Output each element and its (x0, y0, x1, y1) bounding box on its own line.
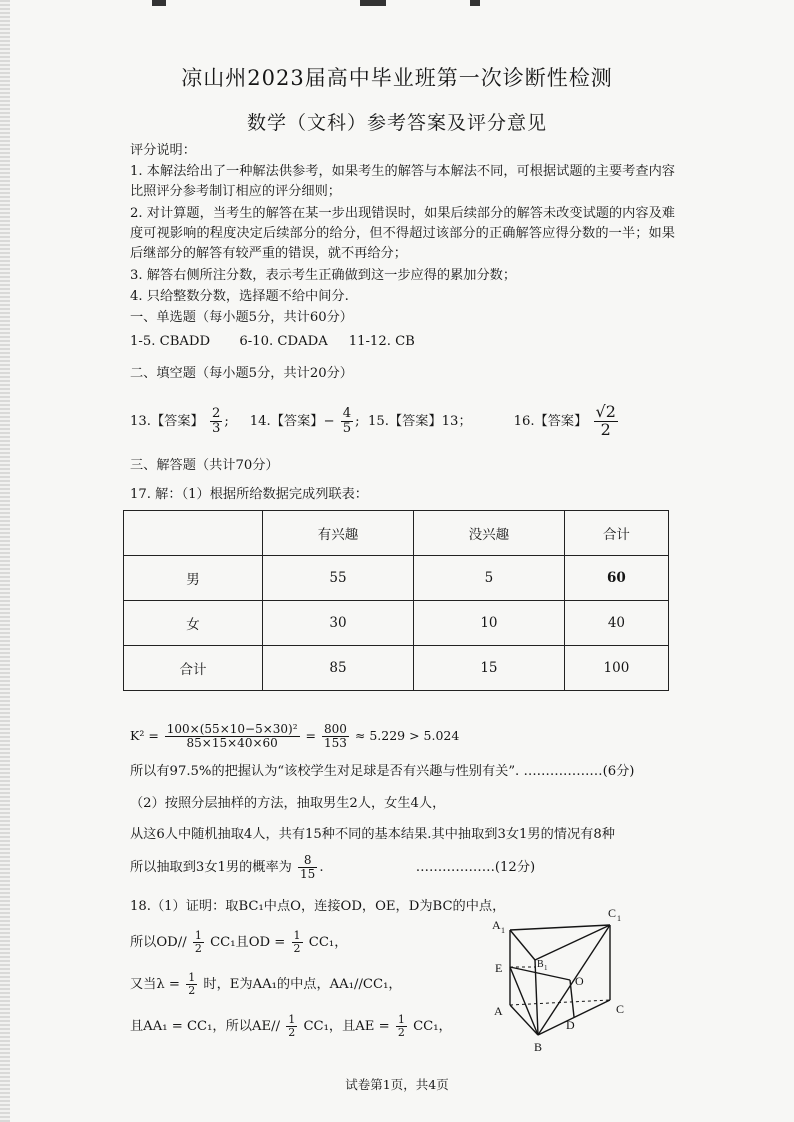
table-cell: 55 (263, 556, 414, 601)
table-cell: 40 (564, 601, 668, 646)
q18-line4: 且AA₁ = CC₁，所以AE// $\frac{1}{2}$ CC₁，且AE = $\frac{1}{2}$ CC₁， (130, 1013, 452, 1039)
table-cell: 5 (413, 556, 564, 601)
contingency-table (123, 510, 669, 691)
table-cell: 没兴趣 (413, 511, 564, 556)
section-1-heading: 一、单选题（每小题5分，共计60分） (130, 310, 353, 325)
label-o: O (575, 974, 584, 988)
fraction: $\frac{1}{2}$ (397, 1013, 405, 1039)
fraction: $\frac{800}{153}$ (323, 722, 347, 750)
fraction: $\frac{1}{2}$ (288, 1013, 296, 1039)
table-cell: 合计 (124, 646, 263, 691)
fraction: $\frac{4}{5}$ (342, 406, 352, 436)
svg-text:1: 1 (617, 914, 621, 923)
q17-probability: 所以抽取到3女1男的概率为 $\frac{8}{15}$ . ………………(12分) (130, 853, 536, 881)
section-2-answers: 13.【答案】 $\frac{2}{3}$ ; 14.【答案】− $\frac{4}{5}$ ; 15.【答案】13； 16.【答案】 $\frac{√2}{2}$ (130, 402, 616, 439)
grading-notes-heading: 评分说明： (130, 143, 196, 158)
edge-od (570, 980, 574, 1017)
table-cell: 30 (263, 601, 414, 646)
q17-part1: 17. 解：（1）根据所给数据完成列联表： (130, 487, 368, 502)
scan-mark (360, 0, 386, 6)
fraction: $\frac{1}{2}$ (188, 971, 196, 997)
fraction: $\frac{2}{3}$ (211, 406, 221, 436)
section-2-heading: 二、填空题（每小题5分，共计20分） (130, 366, 353, 381)
grading-note-2: 2. 对计算题，当考生的解答在某一步出现错误时，如果后续部分的解答未改变试题的内容及难度可视影响的程度决定后续部分的给分，但不得超过该部分的正确解答应得分数的一半；如果后继部分的解答有较严重的错误，就不再给分； (130, 206, 675, 261)
edge-ab (510, 1005, 538, 1035)
label-d: D (566, 1018, 575, 1032)
label-b1: B (537, 959, 544, 970)
table-row (124, 511, 669, 556)
table-cell: 85 (263, 646, 414, 691)
prism-diagram (470, 905, 650, 1055)
table-cell (124, 511, 263, 556)
fraction: $\frac{1}{2}$ (293, 929, 301, 955)
table-cell: 100 (564, 646, 668, 691)
table-cell: 15 (413, 646, 564, 691)
fraction: $\frac{8}{15}$ (300, 853, 316, 881)
label-c1: C (608, 906, 617, 920)
edge-a1b1 (510, 930, 535, 960)
q18-intro: 18.（1）证明：取BC₁中点O，连接OD，OE，D为BC的中点， (130, 899, 506, 914)
fraction: $\frac{1}{2}$ (194, 929, 202, 955)
scan-edge (0, 0, 10, 1122)
grading-note-1: 1. 本解法给出了一种解法供参考，如果考生的解答与本解法不同，可根据试题的主要考查内容比照评分参考制订相应的评分细则； (130, 164, 675, 199)
label-b: B (534, 1040, 543, 1054)
table-row (124, 646, 669, 691)
table-cell: 10 (413, 601, 564, 646)
scan-mark (152, 0, 166, 6)
q18-line2: 所以OD// $\frac{1}{2}$ CC₁且OD = $\frac{1}{2}$ CC₁， (130, 929, 348, 955)
table-cell: 有兴趣 (263, 511, 414, 556)
label-a1: A (492, 918, 501, 932)
q17-part2-detail: 从这6人中随机抽取4人，共有15种不同的基本结果.其中抽取到3女1男的情况有8种 (130, 827, 615, 842)
section-1-answers: 1-5. CBADD 6-10. CDADA 11-12. CB (130, 334, 415, 349)
grading-note-4: 4. 只给整数分数，选择题不给中间分. (130, 289, 349, 304)
page-footer: 试卷第1页，共4页 (345, 1077, 449, 1092)
edge-bb1 (535, 960, 538, 1035)
edge-eb (510, 967, 538, 1035)
section-3-heading: 三、解答题（共计70分） (130, 458, 279, 473)
q18-line3: 又当λ = $\frac{1}{2}$ 时，E为AA₁的中点，AA₁//CC₁， (130, 971, 402, 997)
doc-title: 凉山州2023届高中毕业班第一次诊断性检测 (181, 66, 613, 90)
label-a: A (494, 1004, 503, 1018)
grading-note-3: 3. 解答右侧所注分数，表示考生正确做到这一步应得的累加分数； (130, 268, 517, 283)
doc-subtitle: 数学（文科）参考答案及评分意见 (246, 112, 547, 134)
table-cell: 60 (564, 556, 668, 601)
fraction: $\frac{√2}{2}$ (595, 402, 616, 439)
table-row (124, 601, 669, 646)
svg-text:1: 1 (544, 964, 548, 972)
label-e: E (495, 961, 503, 975)
scan-mark (470, 0, 480, 6)
table-cell: 男 (124, 556, 263, 601)
q17-part2: （2）按照分层抽样的方法，抽取男生2人，女生4人， (130, 796, 446, 811)
fraction: $\frac{\text{100×(55×10−5×30)²}}{85\times 15\times 40\times 60}$ (166, 722, 298, 750)
edge-a1c1 (510, 925, 610, 930)
table-cell: 合计 (564, 511, 668, 556)
svg-text:1: 1 (501, 926, 505, 935)
table-row (124, 556, 669, 601)
label-c: C (616, 1002, 625, 1016)
q17-conclusion: 所以有97.5%的把握认为“该校学生对足球是否有兴趣与性别有关”. ………………(6分) (130, 764, 635, 779)
table-cell: 女 (124, 601, 263, 646)
chi-square-formula: K² = $\frac{\text{100×(55×10−5×30)²}}{85\times 15\times 40\times 60}$ = $\frac{800}{153}$ ≈ 5.229 > 5.024 (130, 722, 460, 750)
